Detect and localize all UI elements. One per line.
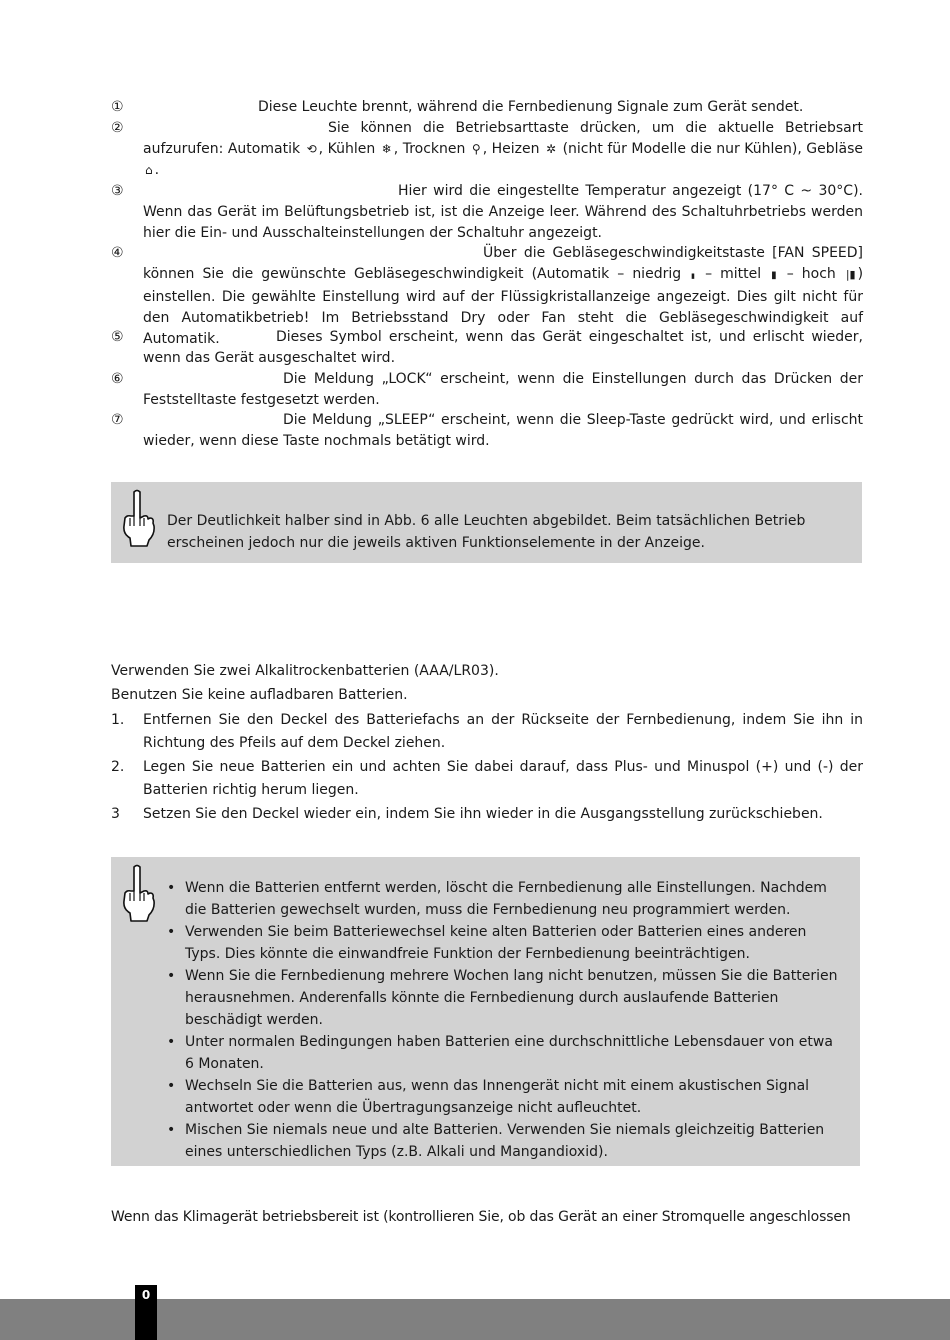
item-number: ⑥ <box>111 371 124 387</box>
note-bullet: • Wechseln Sie die Batterien aus, wenn das Innengerät nicht mit einem akustischen Signal antwortet oder wenn die Übertragungsanzeige nicht aufleuchtet. <box>167 1075 846 1119</box>
item-text: Hier wird die eingestellte Temperatur angezeigt (17° C ~ 30°C). Wenn das Gerät im Belüftungsbetrieb ist, ist die Anzeige leer. Während des Schaltuhrbetriebs werden hier die Ein- und Ausschalteinstellungen der Schaltuhr angezeigt. <box>143 183 863 241</box>
step-item <box>111 803 863 826</box>
step-number: 1. <box>111 712 125 728</box>
item-text: Dieses Symbol erscheint, wenn das Gerät eingeschaltet ist, und erlischt wieder, wenn das Gerät ausgeschaltet wird. <box>143 329 863 366</box>
list-item <box>111 97 863 118</box>
fan-low-icon: ▮ <box>691 272 696 280</box>
battery-intro-line-2: Benutzen Sie keine aufladbaren Batterien. <box>111 687 408 703</box>
list-item <box>111 369 863 411</box>
item-number: ② <box>111 120 124 136</box>
cool-mode-icon: ❄ <box>381 142 392 156</box>
fan-mode-icon: ⌂ <box>145 163 153 177</box>
page-number: 0 <box>135 1285 157 1340</box>
pointing-hand-icon <box>117 863 157 923</box>
note-box <box>111 482 862 563</box>
item-text: Sie können die Betriebsarttaste drücken, um die aktuelle Betriebsart aufzurufen: Automatik ⟲ , Kühlen ❄ , Trocknen ⚲ , Heizen ✲ (nicht für Modelle die nur Kühlen), Gebläse ⌂ . <box>143 118 863 181</box>
list-item <box>111 410 863 452</box>
note-box <box>111 857 860 1166</box>
item-text: Die Meldung „SLEEP“ erscheint, wenn die Sleep-Taste gedrückt wird, und erlischt wieder, wenn diese Taste nochmals betätigt wird. <box>143 412 863 449</box>
list-item <box>111 181 863 244</box>
fan-high-icon: |▮ <box>845 268 856 281</box>
step-text: Entfernen Sie den Deckel des Batteriefachs an der Rückseite der Fernbedienung, indem Sie ihn in Richtung des Pfeils auf dem Deckel ziehen. <box>143 712 863 751</box>
list-item <box>111 327 863 369</box>
note-bullet: • Unter normalen Bedingungen haben Batterien eine durchschnittliche Lebensdauer von etwa 6 Monaten. <box>167 1031 846 1075</box>
pointing-hand-icon <box>117 488 157 548</box>
list-item <box>111 118 863 181</box>
heat-mode-icon: ✲ <box>546 142 557 156</box>
auto-mode-icon: ⟲ <box>306 142 317 156</box>
item-text: Die Meldung „LOCK“ erscheint, wenn die Einstellungen durch das Drücken der Feststelltaste festgesetzt werden. <box>143 371 863 408</box>
item-number: ④ <box>111 245 124 261</box>
item-number: ⑤ <box>111 329 124 345</box>
step-number: 2. <box>111 759 125 775</box>
note-bullet: • Wenn Sie die Fernbedienung mehrere Wochen lang nicht benutzen, müssen Sie die Batterien herausnehmen. Anderenfalls könnte die Fernbedienung durch auslaufende Batterien beschädigt werden. <box>167 965 846 1031</box>
item-text: Diese Leuchte brennt, während die Fernbedienung Signale zum Gerät sendet. <box>258 99 804 115</box>
item-number: ⑦ <box>111 412 124 428</box>
item-number: ① <box>111 99 124 115</box>
final-paragraph: Wenn das Klimagerät betriebsbereit ist (kontrollieren Sie, ob das Gerät an einer Stromquelle angeschlossen <box>111 1209 851 1225</box>
fan-mid-icon: ▮ <box>771 270 777 281</box>
item-text: Über die Gebläsegeschwindigkeitstaste [FAN SPEED] können Sie die gewünschte Gebläsegeschwindigkeit (Automatik – niedrig ▮ – mittel ▮ – hoch |▮ ) einstellen. Die gewählte Einstellung wird auf der Flüssigkristallanzeige angezeigt. Dies gilt nicht für den Automatikbetrieb! Im Betriebsstand Dry oder Fan steht die Gebläsegeschwindigkeit auf Automatik. <box>143 245 864 347</box>
note-bullet: • Wenn die Batterien entfernt werden, löscht die Fernbedienung alle Einstellungen. Nachdem die Batterien gewechselt wurden, muss die Fernbedienung neu programmiert werden. <box>167 877 846 921</box>
note-bullet: • Mischen Sie niemals neue und alte Batterien. Verwenden Sie niemals gleichzeitig Batterien eines unterschiedlichen Typs (z.B. Alkali und Mangandioxid). <box>167 1119 846 1163</box>
step-item <box>111 756 863 802</box>
note-text: Der Deutlichkeit halber sind in Abb. 6 alle Leuchten abgebildet. Beim tatsächlichen Betrieb erscheinen jedoch nur die jeweils aktiven Funktionselemente in der Anzeige. <box>167 513 806 551</box>
step-text: Setzen Sie den Deckel wieder ein, indem Sie ihn wieder in die Ausgangsstellung zurückschieben. <box>143 806 823 822</box>
note-bullet-list <box>167 877 846 1163</box>
battery-intro-line-1: Verwenden Sie zwei Alkalitrockenbatterien (AAA/LR03). <box>111 663 499 679</box>
dry-mode-icon: ⚲ <box>471 142 481 156</box>
step-item <box>111 709 863 755</box>
step-text: Legen Sie neue Batterien ein und achten Sie dabei darauf, dass Plus- und Minuspol (+) und (-) der Batterien richtig herum liegen. <box>143 759 863 798</box>
step-number: 3 <box>111 806 120 822</box>
item-number: ③ <box>111 183 124 199</box>
note-bullet: • Verwenden Sie beim Batteriewechsel keine alten Batterien oder Batterien eines anderen Typs. Dies könnte die einwandfreie Funktion der Fernbedienung beeinträchtigen. <box>167 921 846 965</box>
